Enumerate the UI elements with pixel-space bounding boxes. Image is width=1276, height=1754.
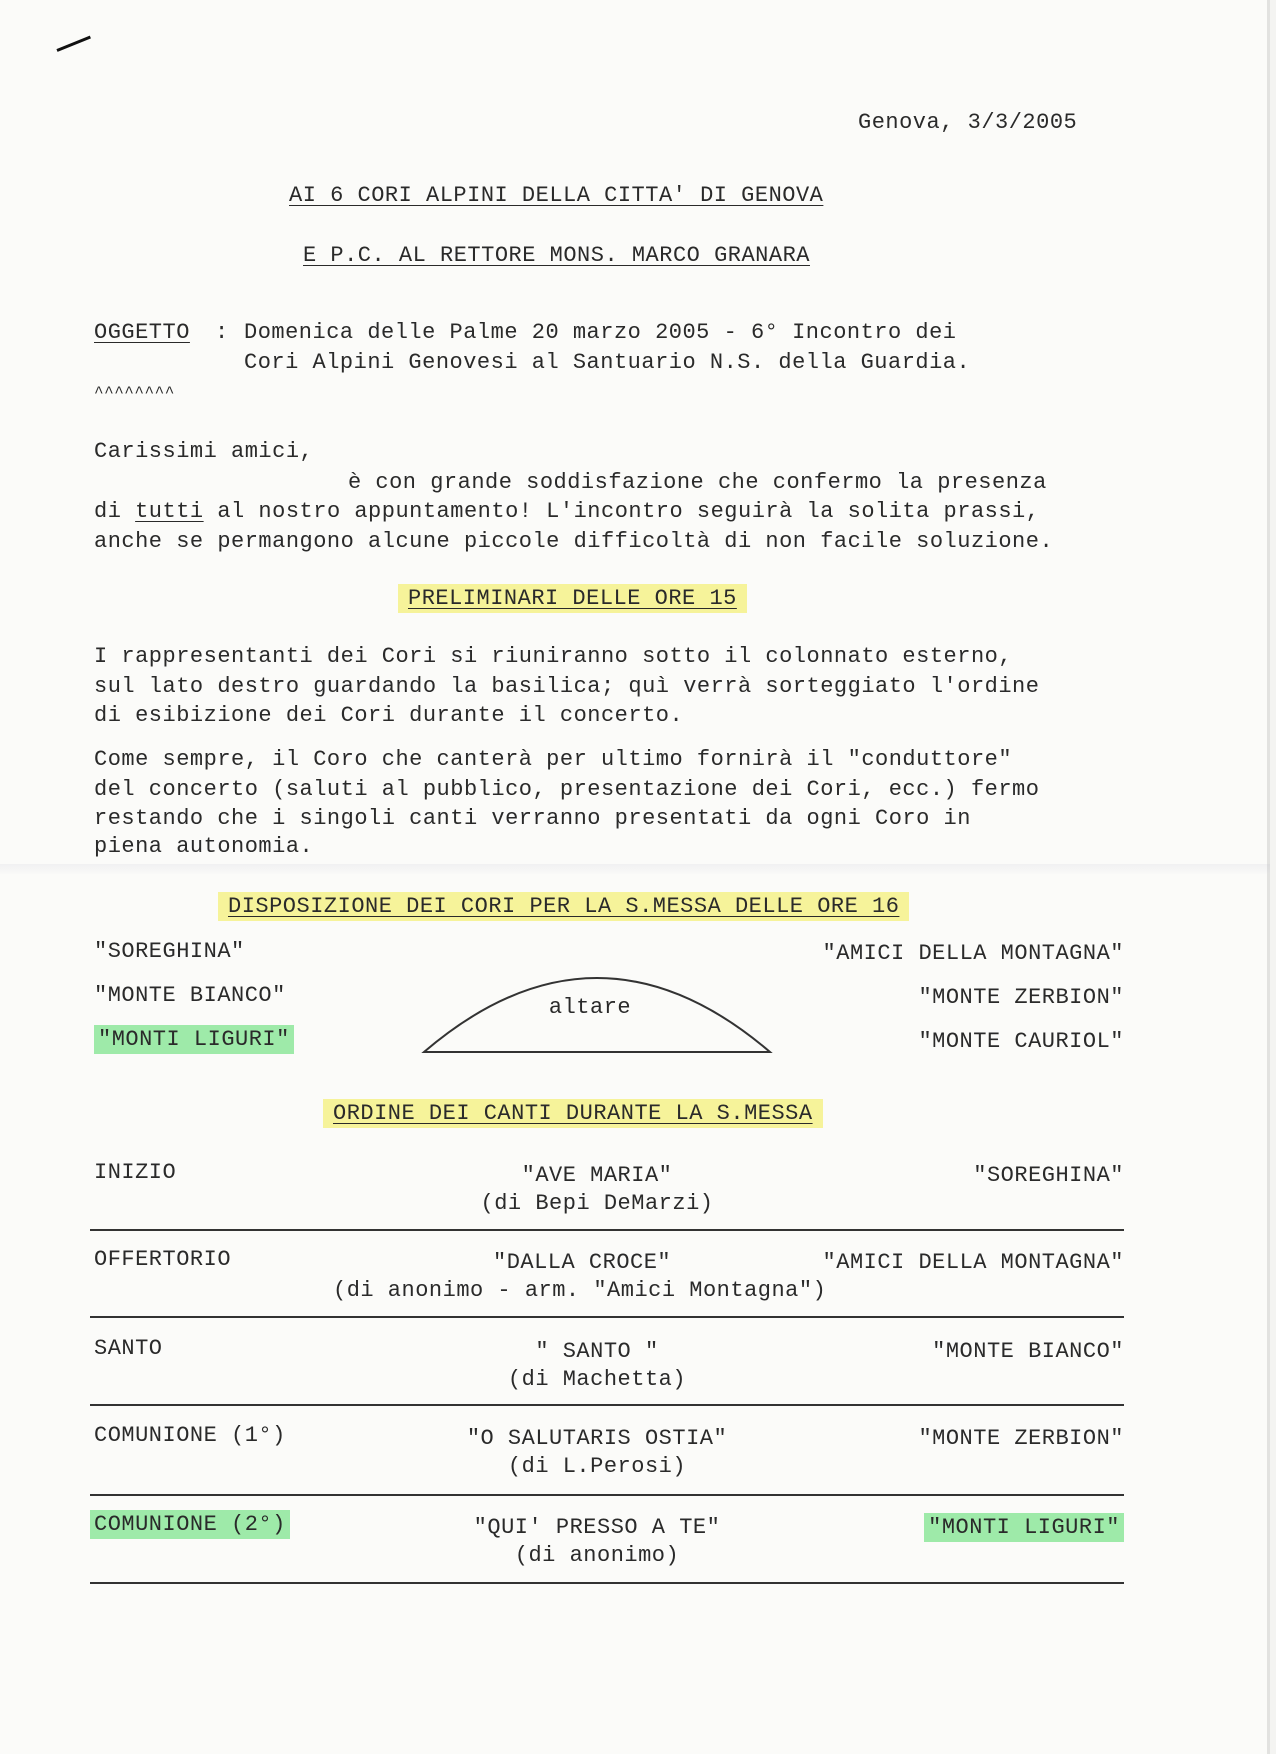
- row-author: (di L.Perosi): [507, 1454, 687, 1479]
- row-choir: "SOREGHINA": [973, 1163, 1124, 1188]
- emphasis-tutti: tutti: [135, 499, 204, 524]
- row-song: "QUI' PRESSO A TE": [473, 1515, 721, 1540]
- preliminari-line-1: I rappresentanti dei Cori si riuniranno sotto il colonnato esterno,: [94, 644, 1013, 669]
- subject-line-2: Cori Alpini Genovesi al Santuario N.S. della Guardia.: [244, 350, 971, 375]
- row-song: "O SALUTARIS OSTIA": [466, 1426, 728, 1451]
- choir-left-1: "SOREGHINA": [94, 939, 245, 964]
- row-choir: "AMICI DELLA MONTAGNA": [822, 1250, 1124, 1275]
- choir-right-2: "MONTE ZERBION": [918, 985, 1124, 1010]
- letter-date: Genova, 3/3/2005: [858, 110, 1078, 135]
- row-author: (di Machetta): [507, 1367, 687, 1392]
- subject-line-1: Domenica delle Palme 20 marzo 2005 - 6° Incontro dei: [244, 320, 957, 345]
- section-title-ordine: ORDINE DEI CANTI DURANTE LA S.MESSA: [323, 1101, 823, 1126]
- preliminari-line-4: Come sempre, il Coro che canterà per ultimo fornirà il "conduttore": [94, 747, 1013, 772]
- recipient-line-2: E P.C. AL RETTORE MONS. MARCO GRANARA: [303, 243, 810, 268]
- choir-left-2: "MONTE BIANCO": [94, 983, 286, 1008]
- row-moment: COMUNIONE (2°): [90, 1512, 290, 1537]
- section-title-disposizione: DISPOSIZIONE DEI CORI PER LA S.MESSA DELLE ORE 16: [218, 894, 909, 919]
- choir-left-3: "MONTI LIGURI": [94, 1027, 294, 1052]
- row-moment: INIZIO: [94, 1160, 177, 1185]
- row-song: "DALLA CROCE": [493, 1250, 672, 1275]
- preliminari-line-5: del concerto (saluti al pubblico, presentazione dei Cori, ecc.) fermo: [94, 777, 1040, 802]
- paper-fold: [0, 864, 1270, 874]
- row-choir: "MONTE ZERBION": [918, 1426, 1124, 1451]
- intro-line-2: di tutti al nostro appuntamento! L'incontro seguirà la solita prassi,: [94, 499, 1040, 524]
- preliminari-line-7: piena autonomia.: [94, 834, 314, 859]
- row-divider: [90, 1404, 1124, 1406]
- row-divider: [90, 1229, 1124, 1231]
- row-song: " SANTO ": [535, 1339, 659, 1364]
- row-author: (di anonimo - arm. "Amici Montagna"): [333, 1278, 827, 1303]
- subject-underline-marks: ^^^^^^^^: [94, 384, 175, 402]
- recipient-line-1: AI 6 CORI ALPINI DELLA CITTA' DI GENOVA: [289, 183, 824, 208]
- choir-right-3: "MONTE CAURIOL": [918, 1029, 1124, 1054]
- row-choir: "MONTE BIANCO": [932, 1339, 1124, 1364]
- row-divider: [90, 1316, 1124, 1318]
- row-author: (di anonimo): [514, 1543, 680, 1568]
- row-divider: [90, 1494, 1124, 1496]
- row-choir: "MONTI LIGURI": [724, 1515, 1124, 1540]
- row-author: (di Bepi DeMarzi): [480, 1191, 714, 1216]
- altar-label: altare: [548, 995, 632, 1020]
- subject-label: OGGETTO: [94, 320, 190, 345]
- choir-right-1: "AMICI DELLA MONTAGNA": [822, 941, 1124, 966]
- row-divider: [90, 1582, 1124, 1584]
- greeting: Carissimi amici,: [94, 439, 314, 464]
- intro-line-3: anche se permangono alcune piccole difficoltà di non facile soluzione.: [94, 529, 1054, 554]
- row-moment: OFFERTORIO: [94, 1247, 232, 1272]
- preliminari-line-3: di esibizione dei Cori durante il concerto.: [94, 703, 684, 728]
- section-title-preliminari: PRELIMINARI DELLE ORE 15: [398, 586, 747, 611]
- preliminari-line-2: sul lato destro guardando la basilica; quì verrà sorteggiato l'ordine: [94, 674, 1040, 699]
- row-moment: SANTO: [94, 1336, 163, 1361]
- preliminari-line-6: restando che i singoli canti verranno presentati da ogni Coro in: [94, 806, 971, 831]
- pen-mark: [56, 36, 91, 52]
- subject-separator: :: [215, 320, 229, 345]
- intro-line-1: è con grande soddisfazione che confermo la presenza: [348, 470, 1047, 495]
- row-song: "AVE MARIA": [521, 1163, 673, 1188]
- row-moment: COMUNIONE (1°): [94, 1423, 286, 1448]
